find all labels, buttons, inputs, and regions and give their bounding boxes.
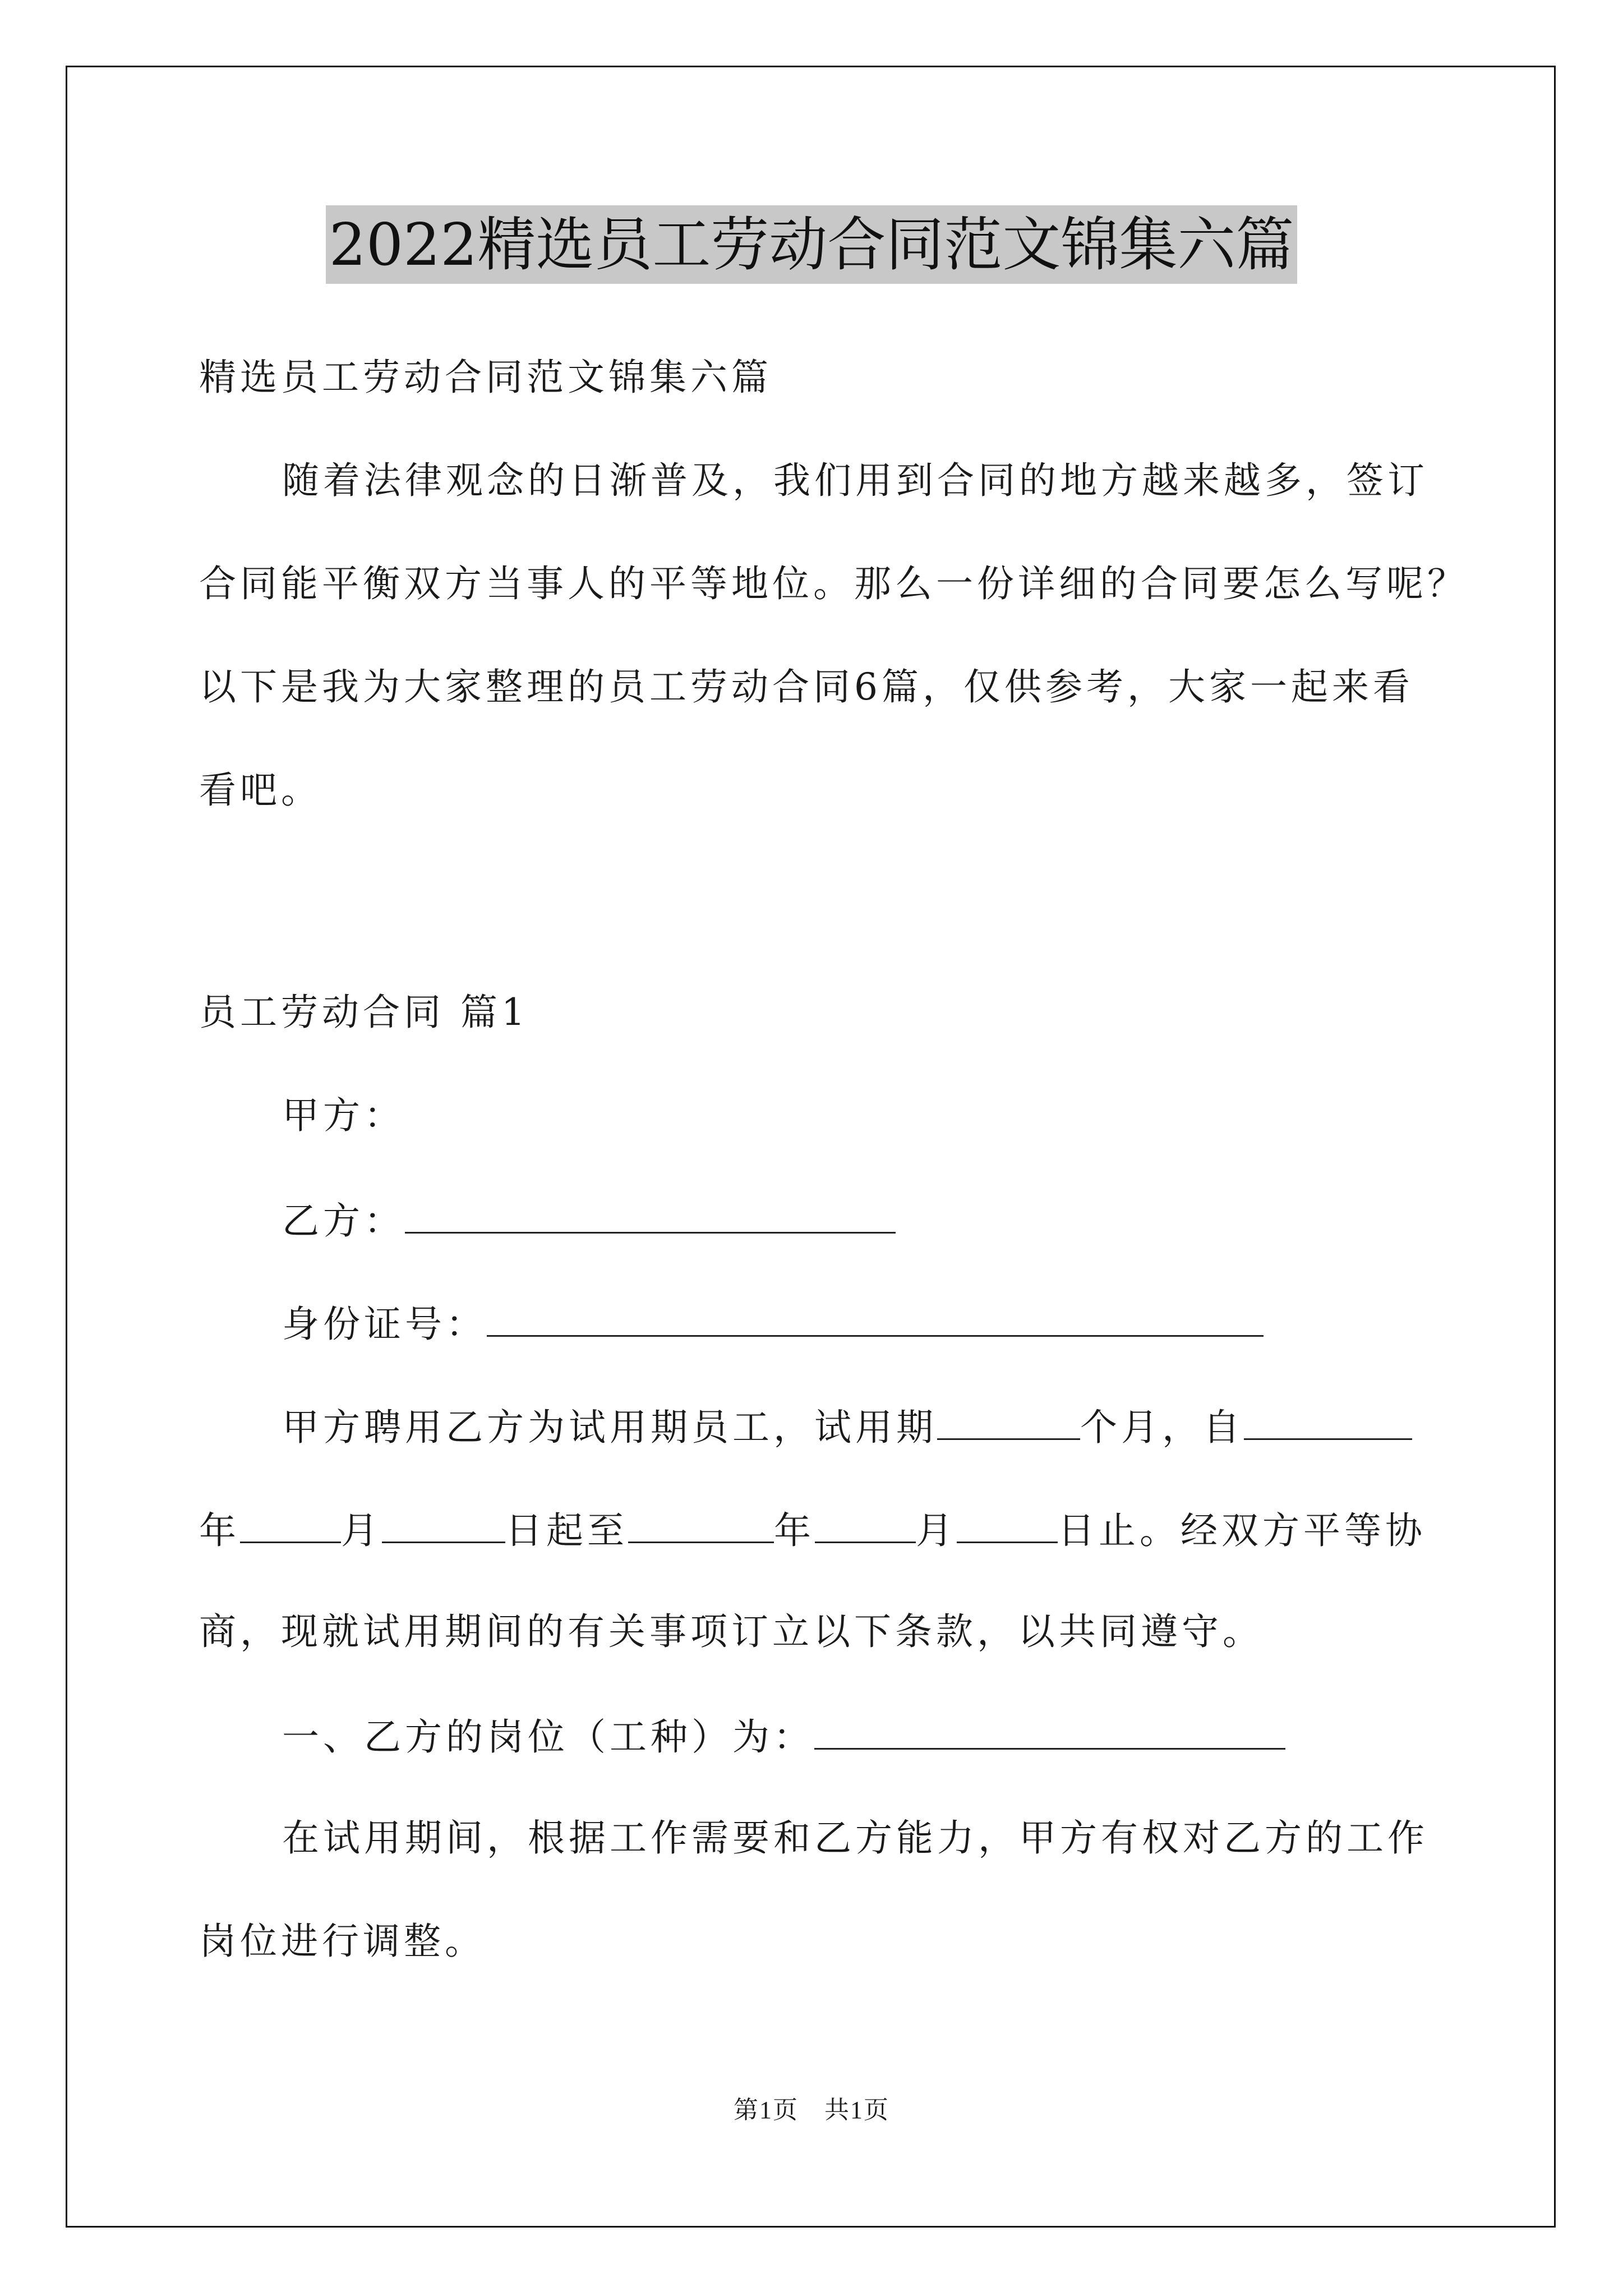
year2-label: 年 — [774, 1509, 815, 1552]
adjust-line-1: 在试用期间，根据工作需要和乙方能力，甲方有权对乙方的工作 — [282, 1816, 1428, 1860]
clause-line-3: 商，现就试用期间的有关事项订立以下条款，以共同遵守。 — [199, 1610, 1264, 1653]
start-day-blank — [382, 1503, 505, 1543]
party-b-label: 乙方： — [282, 1199, 405, 1243]
id-number-label: 身份证号： — [282, 1303, 487, 1346]
position-row — [282, 1710, 1285, 1763]
start-month-blank — [240, 1503, 341, 1543]
end-text: 日止。经双方平等协 — [1058, 1509, 1426, 1552]
year-label: 年 — [199, 1509, 240, 1552]
clause-text-1: 甲方聘用乙方为试用期员工，试用期 — [282, 1406, 937, 1449]
party-b-blank — [405, 1194, 896, 1234]
day-to-label: 日起至 — [505, 1509, 628, 1552]
clause-text-2: 个月，自 — [1080, 1406, 1244, 1449]
position-blank — [814, 1710, 1285, 1750]
month2-label: 月 — [916, 1509, 957, 1552]
intro-line-4: 看吧。 — [199, 769, 322, 812]
end-day-blank — [957, 1503, 1058, 1543]
page-footer: 第1页 共1页 — [734, 2096, 889, 2124]
id-number-blank — [487, 1297, 1264, 1337]
month-label: 月 — [341, 1509, 382, 1552]
end-year-blank — [628, 1503, 774, 1543]
end-month-blank — [815, 1503, 916, 1543]
clause-line-1 — [282, 1400, 1412, 1453]
section-heading: 员工劳动合同 篇1 — [199, 991, 529, 1034]
clause-line-2 — [199, 1503, 1426, 1556]
document-title: 2022精选员工劳动合同范文锦集六篇 — [326, 205, 1298, 284]
intro-line-2: 合同能平衡双方当事人的平等地位。那么一份详细的合同要怎么写呢？ — [199, 562, 1468, 605]
start-year-blank — [1244, 1400, 1412, 1440]
months-blank — [937, 1400, 1080, 1440]
id-number-row — [282, 1297, 1264, 1350]
party-a-label: 甲方： — [282, 1094, 405, 1137]
intro-line-3: 以下是我为大家整理的员工劳动合同6篇，仅供参考，大家一起来看 — [199, 665, 1414, 708]
title-container — [0, 205, 1623, 284]
position-label: 一、乙方的岗位（工种）为： — [282, 1715, 814, 1759]
intro-line-1: 随着法律观念的日渐普及，我们用到合同的地方越来越多，签订 — [282, 459, 1428, 502]
party-b-row — [282, 1194, 896, 1246]
adjust-line-2: 岗位进行调整。 — [199, 1920, 486, 1963]
document-subtitle: 精选员工劳动合同范文锦集六篇 — [199, 356, 772, 399]
